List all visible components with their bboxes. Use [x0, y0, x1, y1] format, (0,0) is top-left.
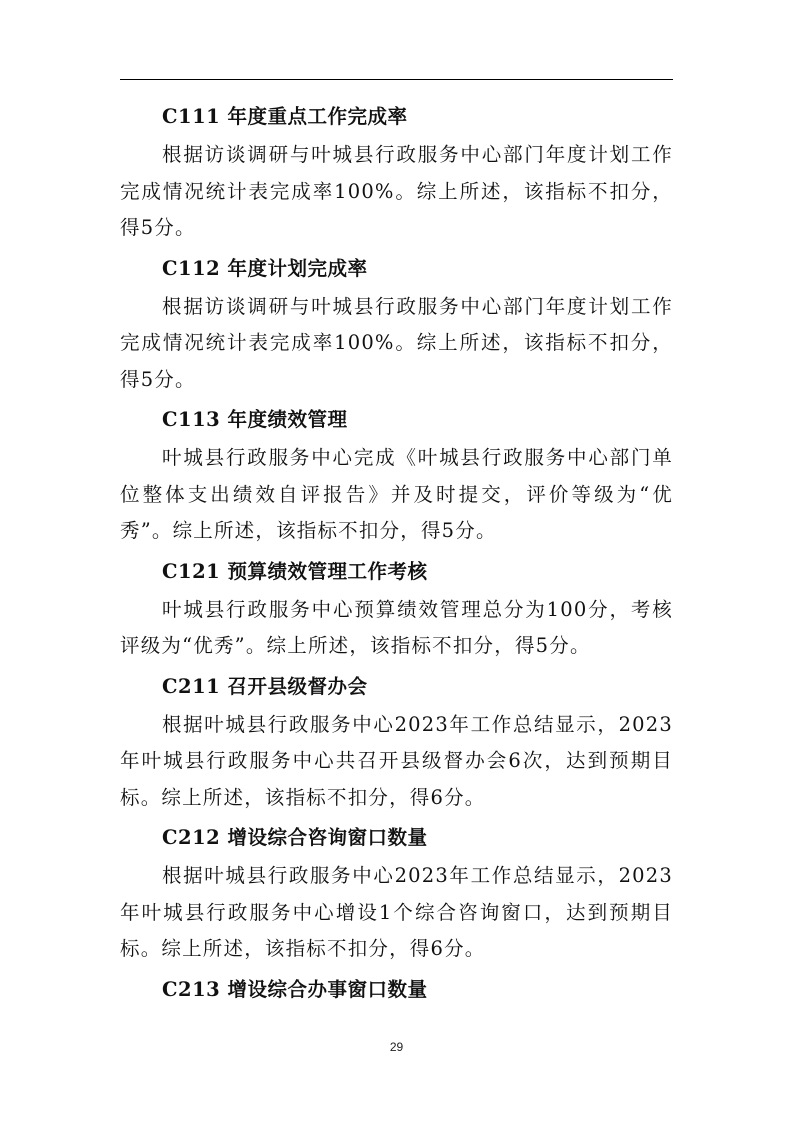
section-heading: C121 预算绩效管理工作考核: [162, 559, 428, 583]
section-heading: C213 增设综合办事窗口数量: [162, 977, 428, 1001]
section-c113: [120, 400, 673, 550]
section-heading: C111 年度重点工作完成率: [162, 105, 408, 128]
section-heading: C212 增设综合咨询窗口数量: [162, 826, 428, 849]
section-paragraph: 根据访谈调研与叶城县行政服务中心部门年度计划工作完成情况统计表完成率100%。综上所述，该指标不扣分，得5分。: [120, 143, 673, 239]
section-c111: [120, 97, 673, 247]
section-paragraph: 根据叶城县行政服务中心2023年工作总结显示，2023年叶城县行政服务中心共召开县级督办会6次，达到预期目标。综上所述，该指标不扣分，得6分。: [120, 712, 673, 809]
section-paragraph: 根据访谈调研与叶城县行政服务中心部门年度计划工作完成情况统计表完成率100%。综上所述，该指标不扣分，得5分。: [120, 294, 673, 391]
section-paragraph: 叶城县行政服务中心完成《叶城县行政服务中心部门单位整体支出绩效自评报告》并及时提交，评价等级为“优秀”。综上所述，该指标不扣分，得5分。: [120, 446, 673, 542]
section-heading: C211 召开县级督办会: [162, 674, 368, 698]
header-rule: [120, 79, 673, 80]
section-paragraph: 根据叶城县行政服务中心2023年工作总结显示，2023年叶城县行政服务中心增设1个综合咨询窗口，达到预期目标。综上所述，该指标不扣分，得6分。: [120, 864, 673, 960]
section-paragraph: 叶城县行政服务中心预算绩效管理总分为100分，考核评级为“优秀”。综上所述，该指标不扣分，得5分。: [120, 597, 673, 657]
section-c112: [120, 249, 673, 399]
page-number: 29: [389, 1040, 404, 1054]
document-body: [120, 97, 673, 1012]
section-c213: [120, 970, 673, 1010]
section-c212: [120, 818, 673, 968]
section-heading: C113 年度绩效管理: [162, 408, 348, 431]
section-c211: [120, 667, 673, 817]
section-c121: [120, 552, 673, 665]
section-heading: C112 年度计划完成率: [162, 256, 368, 280]
